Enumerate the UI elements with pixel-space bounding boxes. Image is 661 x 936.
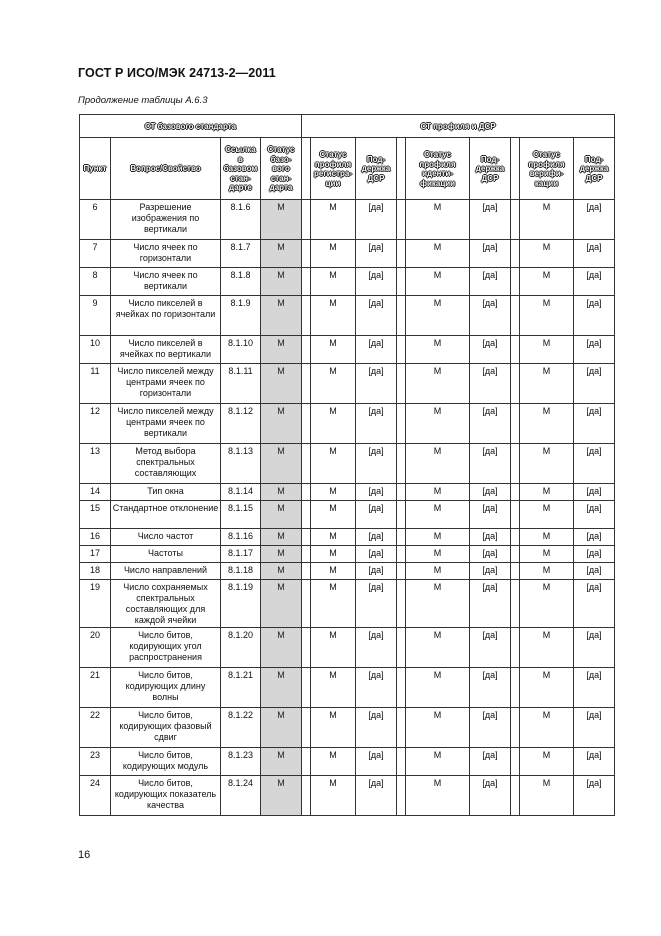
cell-reg-support: [да] (356, 580, 397, 628)
cell-reg-status: M (311, 336, 356, 364)
cell-id-status: M (406, 776, 470, 816)
cell-base-status: M (261, 529, 302, 546)
cell-reg-support: [да] (356, 748, 397, 776)
cell-item: 12 (80, 404, 111, 444)
cell-base-status: M (261, 296, 302, 336)
cell-item: 9 (80, 296, 111, 336)
cell-id-status: M (406, 501, 470, 529)
col-separator (511, 501, 520, 529)
cell-item: 22 (80, 708, 111, 748)
cell-ver-support: [да] (574, 668, 615, 708)
col-header-ref: Ссылка в базовом стан-дарте (221, 138, 261, 200)
cell-question: Число ячеек по горизонтали (111, 240, 221, 268)
base-standard-group-header: СТ базового стандарта (80, 115, 302, 138)
col-separator (511, 529, 520, 546)
cell-ver-status: M (520, 444, 574, 484)
cell-reg-support: [да] (356, 404, 397, 444)
cell-question: Число битов, кодирующих модуль (111, 748, 221, 776)
cell-reg-status: M (311, 708, 356, 748)
requirements-table (79, 114, 615, 816)
cell-question: Метод выбора спектральных составляющих (111, 444, 221, 484)
col-separator (302, 240, 311, 268)
cell-reg-status: M (311, 240, 356, 268)
cell-item: 21 (80, 668, 111, 708)
cell-ver-status: M (520, 748, 574, 776)
cell-reg-support: [да] (356, 546, 397, 563)
page-number: 16 (78, 849, 91, 861)
cell-id-status: M (406, 240, 470, 268)
cell-id-support: [да] (470, 404, 511, 444)
col-separator (302, 444, 311, 484)
cell-ref: 8.1.23 (221, 748, 261, 776)
cell-base-status: M (261, 240, 302, 268)
cell-question: Число частот (111, 529, 221, 546)
cell-ver-support: [да] (574, 240, 615, 268)
cell-ver-support: [да] (574, 776, 615, 816)
col-separator (397, 748, 406, 776)
table-row (80, 296, 615, 336)
cell-ver-support: [да] (574, 708, 615, 748)
cell-question: Число битов, кодирующих угол распространения (111, 628, 221, 668)
cell-item: 13 (80, 444, 111, 484)
cell-item: 11 (80, 364, 111, 404)
col-header-question: Вопрос/Свойство (111, 138, 221, 200)
cell-reg-status: M (311, 444, 356, 484)
cell-reg-status: M (311, 546, 356, 563)
col-separator (511, 546, 520, 563)
cell-reg-support: [да] (356, 708, 397, 748)
cell-id-status: M (406, 336, 470, 364)
cell-item: 15 (80, 501, 111, 529)
cell-id-support: [да] (470, 336, 511, 364)
table-row (80, 546, 615, 563)
cell-ref: 8.1.11 (221, 364, 261, 404)
cell-id-status: M (406, 580, 470, 628)
table-row (80, 444, 615, 484)
table-row (80, 708, 615, 748)
cell-ver-support: [да] (574, 200, 615, 240)
cell-ver-status: M (520, 240, 574, 268)
col-separator (302, 484, 311, 501)
col-separator (302, 546, 311, 563)
col-separator (397, 296, 406, 336)
cell-ref: 8.1.9 (221, 296, 261, 336)
col-separator (511, 444, 520, 484)
cell-ver-status: M (520, 708, 574, 748)
col-separator (511, 748, 520, 776)
cell-ver-status: M (520, 563, 574, 580)
cell-ref: 8.1.8 (221, 268, 261, 296)
col-separator (397, 404, 406, 444)
cell-id-support: [да] (470, 364, 511, 404)
col-separator (302, 708, 311, 748)
cell-ref: 8.1.22 (221, 708, 261, 748)
cell-question: Число пикселей в ячейках по горизонтали (111, 296, 221, 336)
cell-reg-support: [да] (356, 668, 397, 708)
cell-reg-support: [да] (356, 200, 397, 240)
cell-reg-status: M (311, 484, 356, 501)
col-header-base-status: Статус базо-вого стан-дарта (261, 138, 302, 200)
cell-base-status: M (261, 444, 302, 484)
col-separator (302, 563, 311, 580)
table-row (80, 200, 615, 240)
cell-base-status: M (261, 563, 302, 580)
col-separator (397, 200, 406, 240)
col-separator (511, 628, 520, 668)
col-separator (302, 404, 311, 444)
col-separator (511, 240, 520, 268)
col-separator (302, 529, 311, 546)
cell-id-status: M (406, 748, 470, 776)
col-separator (397, 268, 406, 296)
cell-question: Стандартное отклонение (111, 501, 221, 529)
cell-item: 18 (80, 563, 111, 580)
cell-reg-support: [да] (356, 501, 397, 529)
col-separator (302, 296, 311, 336)
cell-base-status: M (261, 336, 302, 364)
cell-ref: 8.1.19 (221, 580, 261, 628)
cell-item: 7 (80, 240, 111, 268)
cell-id-status: M (406, 708, 470, 748)
col-separator (302, 364, 311, 404)
col-separator (511, 336, 520, 364)
col-separator (302, 200, 311, 240)
col-header-item: Пункт (80, 138, 111, 200)
col-separator (302, 776, 311, 816)
cell-question: Число пикселей между центрами ячеек по вертикали (111, 404, 221, 444)
cell-base-status: M (261, 708, 302, 748)
table-row (80, 580, 615, 628)
col-separator (511, 708, 520, 748)
cell-id-status: M (406, 563, 470, 580)
cell-ref: 8.1.7 (221, 240, 261, 268)
cell-id-support: [да] (470, 563, 511, 580)
col-header-ver-status: Статус профиля верифи-кации (520, 138, 574, 200)
cell-ref: 8.1.17 (221, 546, 261, 563)
table-row (80, 628, 615, 668)
cell-id-status: M (406, 628, 470, 668)
cell-id-status: M (406, 546, 470, 563)
cell-question: Число битов, кодирующих показатель качества (111, 776, 221, 816)
cell-base-status: M (261, 268, 302, 296)
cell-reg-status: M (311, 404, 356, 444)
col-header-reg-status: Статус профиля регистра-ции (311, 138, 356, 200)
cell-base-status: M (261, 364, 302, 404)
col-separator (302, 268, 311, 296)
table-caption: Продолжение таблицы А.6.3 (78, 95, 208, 106)
col-separator (397, 138, 406, 200)
table-row (80, 748, 615, 776)
col-separator (511, 580, 520, 628)
cell-ref: 8.1.15 (221, 501, 261, 529)
col-separator (397, 240, 406, 268)
cell-ver-status: M (520, 268, 574, 296)
table-row (80, 336, 615, 364)
table-row (80, 563, 615, 580)
col-separator (511, 404, 520, 444)
cell-reg-support: [да] (356, 364, 397, 404)
cell-id-support: [да] (470, 529, 511, 546)
cell-ver-status: M (520, 336, 574, 364)
cell-ver-status: M (520, 776, 574, 816)
cell-ver-status: M (520, 529, 574, 546)
cell-reg-status: M (311, 628, 356, 668)
cell-ref: 8.1.21 (221, 668, 261, 708)
cell-question: Число сохраняемых спектральных составляющих для каждой ячейки (111, 580, 221, 628)
table-row (80, 268, 615, 296)
col-separator (397, 563, 406, 580)
col-separator (397, 668, 406, 708)
cell-id-support: [да] (470, 708, 511, 748)
cell-ref: 8.1.12 (221, 404, 261, 444)
cell-base-status: M (261, 580, 302, 628)
cell-ref: 8.1.14 (221, 484, 261, 501)
table-row (80, 404, 615, 444)
cell-ver-status: M (520, 501, 574, 529)
cell-ref: 8.1.20 (221, 628, 261, 668)
cell-item: 19 (80, 580, 111, 628)
col-separator (511, 563, 520, 580)
cell-item: 8 (80, 268, 111, 296)
cell-ver-support: [да] (574, 364, 615, 404)
table-row (80, 501, 615, 529)
cell-reg-status: M (311, 296, 356, 336)
cell-id-status: M (406, 404, 470, 444)
cell-reg-status: M (311, 501, 356, 529)
cell-ref: 8.1.18 (221, 563, 261, 580)
cell-ref: 8.1.16 (221, 529, 261, 546)
cell-id-status: M (406, 668, 470, 708)
cell-item: 24 (80, 776, 111, 816)
cell-base-status: M (261, 628, 302, 668)
cell-reg-status: M (311, 563, 356, 580)
col-separator (397, 444, 406, 484)
cell-reg-status: M (311, 364, 356, 404)
cell-ver-support: [да] (574, 268, 615, 296)
cell-ver-status: M (520, 296, 574, 336)
cell-ver-status: M (520, 404, 574, 444)
cell-ver-support: [да] (574, 404, 615, 444)
col-separator (511, 138, 520, 200)
cell-reg-support: [да] (356, 240, 397, 268)
cell-item: 16 (80, 529, 111, 546)
cell-question: Число направлений (111, 563, 221, 580)
cell-reg-status: M (311, 668, 356, 708)
cell-id-status: M (406, 484, 470, 501)
cell-question: Тип окна (111, 484, 221, 501)
col-separator (302, 138, 311, 200)
cell-reg-support: [да] (356, 628, 397, 668)
cell-base-status: M (261, 501, 302, 529)
col-separator (397, 501, 406, 529)
cell-item: 23 (80, 748, 111, 776)
cell-ver-support: [да] (574, 563, 615, 580)
cell-reg-support: [да] (356, 776, 397, 816)
cell-question: Число пикселей в ячейках по вертикали (111, 336, 221, 364)
cell-question: Число пикселей между центрами ячеек по горизонтали (111, 364, 221, 404)
cell-reg-support: [да] (356, 336, 397, 364)
cell-id-support: [да] (470, 748, 511, 776)
cell-ver-support: [да] (574, 444, 615, 484)
cell-item: 10 (80, 336, 111, 364)
cell-ver-status: M (520, 628, 574, 668)
cell-ver-support: [да] (574, 501, 615, 529)
cell-ver-support: [да] (574, 748, 615, 776)
cell-reg-status: M (311, 580, 356, 628)
table-row (80, 529, 615, 546)
cell-id-support: [да] (470, 240, 511, 268)
document-title: ГОСТ Р ИСО/МЭК 24713-2—2011 (78, 66, 276, 80)
cell-id-support: [да] (470, 268, 511, 296)
cell-reg-support: [да] (356, 484, 397, 501)
cell-reg-support: [да] (356, 563, 397, 580)
cell-id-status: M (406, 364, 470, 404)
cell-ver-support: [да] (574, 628, 615, 668)
cell-question: Разрешение изображения по вертикали (111, 200, 221, 240)
cell-id-status: M (406, 200, 470, 240)
cell-ver-support: [да] (574, 484, 615, 501)
cell-ver-status: M (520, 580, 574, 628)
col-separator (511, 296, 520, 336)
table-row (80, 364, 615, 404)
table-row (80, 668, 615, 708)
cell-base-status: M (261, 200, 302, 240)
cell-reg-support: [да] (356, 444, 397, 484)
cell-item: 14 (80, 484, 111, 501)
cell-id-status: M (406, 296, 470, 336)
cell-id-support: [да] (470, 628, 511, 668)
col-separator (397, 580, 406, 628)
cell-ver-status: M (520, 484, 574, 501)
cell-base-status: M (261, 748, 302, 776)
col-header-id-status: Статус профиля иденти-фикации (406, 138, 470, 200)
col-separator (511, 364, 520, 404)
col-separator (397, 336, 406, 364)
cell-id-support: [да] (470, 546, 511, 563)
cell-id-status: M (406, 444, 470, 484)
col-separator (397, 529, 406, 546)
cell-id-support: [да] (470, 296, 511, 336)
cell-id-support: [да] (470, 668, 511, 708)
cell-id-status: M (406, 268, 470, 296)
col-separator (511, 776, 520, 816)
col-separator (511, 200, 520, 240)
col-separator (302, 628, 311, 668)
cell-ver-status: M (520, 364, 574, 404)
col-header-ver-support: Под-держка ДСР (574, 138, 615, 200)
col-separator (511, 484, 520, 501)
cell-base-status: M (261, 546, 302, 563)
cell-reg-status: M (311, 776, 356, 816)
cell-ref: 8.1.24 (221, 776, 261, 816)
cell-base-status: M (261, 484, 302, 501)
col-separator (302, 501, 311, 529)
cell-reg-support: [да] (356, 296, 397, 336)
cell-item: 17 (80, 546, 111, 563)
cell-id-status: M (406, 529, 470, 546)
col-separator (511, 268, 520, 296)
cell-ref: 8.1.10 (221, 336, 261, 364)
cell-id-support: [да] (470, 200, 511, 240)
cell-id-support: [да] (470, 776, 511, 816)
cell-question: Число ячеек по вертикали (111, 268, 221, 296)
cell-reg-status: M (311, 268, 356, 296)
cell-reg-status: M (311, 748, 356, 776)
cell-reg-support: [да] (356, 268, 397, 296)
cell-ver-support: [да] (574, 546, 615, 563)
col-separator (302, 336, 311, 364)
cell-ref: 8.1.6 (221, 200, 261, 240)
cell-ver-status: M (520, 668, 574, 708)
col-header-reg-support: Под-держка ДСР (356, 138, 397, 200)
cell-id-support: [да] (470, 484, 511, 501)
table-row (80, 776, 615, 816)
table-row (80, 240, 615, 268)
col-separator (302, 748, 311, 776)
cell-id-support: [да] (470, 501, 511, 529)
cell-ver-status: M (520, 546, 574, 563)
cell-question: Частоты (111, 546, 221, 563)
col-separator (397, 546, 406, 563)
cell-item: 20 (80, 628, 111, 668)
profile-group-header: СТ профиля и ДСР (302, 115, 615, 138)
cell-question: Число битов, кодирующих длину волны (111, 668, 221, 708)
cell-ver-support: [да] (574, 529, 615, 546)
cell-ver-support: [да] (574, 296, 615, 336)
col-separator (397, 484, 406, 501)
col-separator (397, 776, 406, 816)
cell-ver-support: [да] (574, 336, 615, 364)
cell-id-support: [да] (470, 444, 511, 484)
cell-item: 6 (80, 200, 111, 240)
cell-id-support: [да] (470, 580, 511, 628)
col-separator (302, 580, 311, 628)
cell-reg-status: M (311, 529, 356, 546)
col-separator (397, 708, 406, 748)
cell-reg-status: M (311, 200, 356, 240)
cell-base-status: M (261, 776, 302, 816)
col-separator (302, 668, 311, 708)
cell-base-status: M (261, 404, 302, 444)
col-separator (511, 668, 520, 708)
col-header-id-support: Под-держка ДСР (470, 138, 511, 200)
col-separator (397, 628, 406, 668)
cell-ver-support: [да] (574, 580, 615, 628)
cell-ref: 8.1.13 (221, 444, 261, 484)
cell-base-status: M (261, 668, 302, 708)
cell-reg-support: [да] (356, 529, 397, 546)
cell-question: Число битов, кодирующих фазовый сдвиг (111, 708, 221, 748)
cell-ver-status: M (520, 200, 574, 240)
col-separator (397, 364, 406, 404)
table-row (80, 484, 615, 501)
